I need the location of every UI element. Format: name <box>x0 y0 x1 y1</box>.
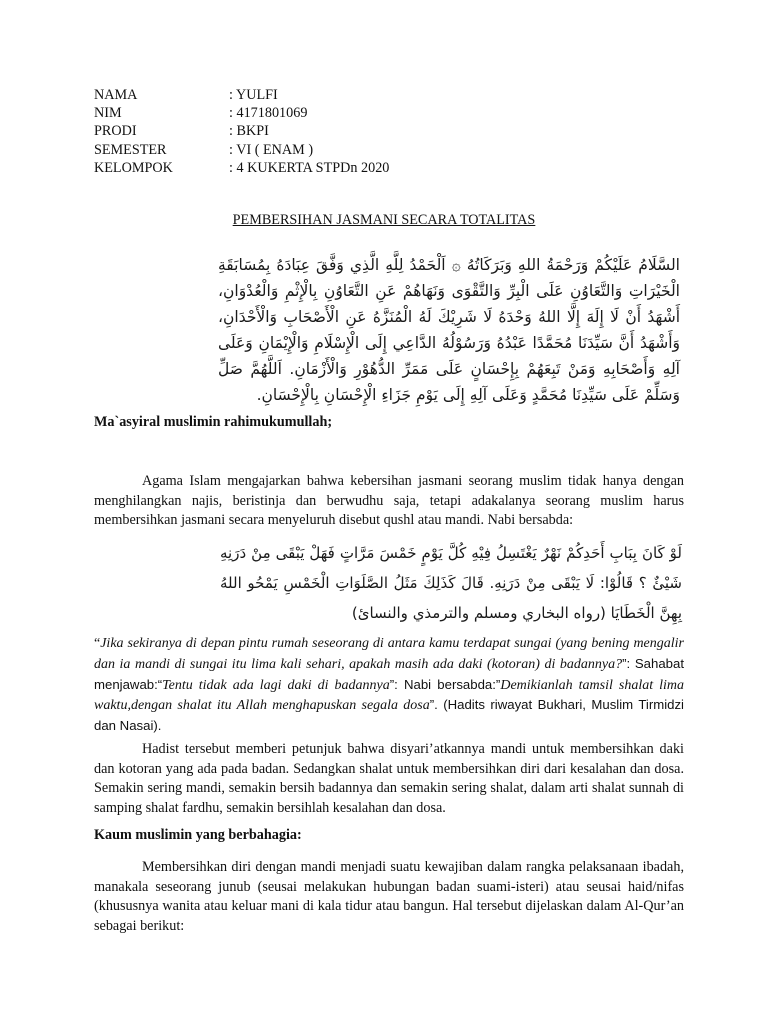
paragraph-3-text: Membersihkan diri dengan mandi menjadi suatu kewajiban dalam rangka pelaksanaan ibadah, manakala seseorang junub (seusai melakukan hubungan badan suami-isteri) atau seusai haid/nifas (khususnya wanita atau keluar mani di kala tidur atau bangun. Hal tersebut dijelaskan dalam Al-Qur’an sebagai berikut: <box>94 859 684 934</box>
arabic-hadith-text: لَوْ كَانَ بِبَابِ أَحَدِكُمْ نَهْرٌ يَغْتَسِلُ فِيْهِ كُلَّ يَوْمٍ خَمْسَ مَرَّاتٍ فَهَلْ يَبْقَى مِنْ دَرَنِهِ شَيْئٌ ؟ قَالُوْا: لَا يَبْقَى مِنْ دَرَنِهِ. قَالَ كَذَلِكَ مَثَلُ الصَّلَوَاتِ الْخَمْسِ يَمْحُو اللهُ بِهِنَّ الْخَطَايَا (رواه البخاري ومسلم والترمذي والنسائ) <box>220 544 682 622</box>
hadith-connector-1: ”: Sahabat menjawab:“ <box>94 655 684 692</box>
identity-block <box>94 86 594 177</box>
hadith-quote-1: Jika sekiranya di depan pintu rumah seseorang di antara kamu terdapat sungai (yang bening mengalir dan ia mandi di sungai itu lima kali sehari, apakah masih ada daki (kotoran) di badannya? <box>94 636 684 672</box>
paragraph-2-text: Hadist tersebut memberi petunjuk bahwa disyari’atkannya mandi untuk membersihkan daki dan kotoran yang ada pada badan. Sedangkan shalat untuk membersihkan diri dari kesalahan dan dosa. Semakin sering mandi, semakin bersih badannya dan semakin sering shalat, dalam arti shalat sunnah di samping shalat fardhu, semakin bersihlah kesalahan dan dosa. <box>94 741 684 816</box>
paragraph-1 <box>94 472 684 531</box>
identity-value: : YULFI <box>229 87 278 103</box>
identity-value: : 4171801069 <box>229 105 308 122</box>
identity-row-prodi <box>94 122 594 140</box>
identity-row-nim <box>94 104 594 122</box>
section-heading-1: Ma`asyiral muslimin rahimukumullah; <box>94 414 333 430</box>
paragraph-3 <box>94 858 684 936</box>
identity-row-nama <box>94 86 594 104</box>
quote-mark: “ <box>94 636 101 651</box>
hadith-quote-2: Tentu tidak ada lagi daki di badannya <box>162 677 390 693</box>
identity-label: KELOMPOK <box>94 159 173 176</box>
paragraph-2 <box>94 740 684 818</box>
hadith-connector-2: ”: Nabi bersabda:” <box>389 676 501 692</box>
identity-row-semester <box>94 141 594 159</box>
identity-label: NIM <box>94 105 122 122</box>
document-title: PEMBERSIHAN JASMANI SECARA TOTALITAS <box>232 212 536 228</box>
hadith-translation <box>94 634 684 737</box>
identity-label: PRODI <box>94 123 137 140</box>
identity-value: : 4 KUKERTA STPDn 2020 <box>229 159 390 176</box>
paragraph-1-text: Agama Islam mengajarkan bahwa kebersihan jasmani seorang muslim tidak hanya dengan menghilangkan najis, beristinja dan berwudhu saja, tetapi adakalanya seorang muslim harus membersihkan jasmani secara menyeluruh disebut qushl atau mandi. Nabi bersabda: <box>94 473 684 529</box>
identity-row-kelompok <box>94 159 594 177</box>
arabic-opening-text: السَّلَامُ عَلَيْكُمْ وَرَحْمَةُ اللهِ وَبَرَكَاتُهُ ۞ اَلْحَمْدُ لِلَّهِ الَّذِي وَفَّقَ عِبَادَهُ بِمُسَابَقَةِ الْخَيْرَاتِ وَالتَّعَاوُنِ عَلَى الْبِرِّ وَالتَّقْوَى وَنَهَاهُمْ عَنِ التَّعَاوُنِ بِالْإِثْمِ وَالْعُدْوَانِ، أَشْهَدُ أَنْ لَا إِلَهَ إِلَّا اللهُ وَحْدَهُ لَا شَرِيْكَ لَهُ الْمُنَزَّهُ عَنِ الْأَصْحَابِ وَالْأَحْدَانِ، وَأَشْهَدُ أَنَّ سَيِّدَنَا مُحَمَّدًا عَبْدُهُ وَرَسُوْلُهُ الدَّاعِي إِلَى الْإِسْلَامِ وَالْإِيْمَانِ وَعَلَى آلِهِ وَأَصْحَابِهِ وَمَنْ تَبِعَهُمْ بِإِحْسَانٍ عَلَى مَمَرِّ الدُّهُوْرِ وَالْأَزْمَانِ. اَللَّهُمَّ صَلِّ وَسَلِّمْ عَلَى سَيِّدِنَا مُحَمَّدٍ وَعَلَى آلِهِ إِلَى يَوْمِ جَزَاءِ الْإِحْسَانِ بِالْإِحْسَانِ. <box>218 256 680 404</box>
hadith-quote-3: Demikianlah tamsil shalat lima waktu,dengan shalat itu Allah menghapuskan segala dosa <box>94 677 684 714</box>
hadith-source: ”. (Hadits riwayat Bukhari, Muslim Tirmidzi dan Nasai). <box>94 697 684 734</box>
identity-label: NAMA <box>94 87 138 103</box>
identity-label: SEMESTER <box>94 141 167 158</box>
identity-value: : VI ( ENAM ) <box>229 141 314 158</box>
identity-value: : BKPI <box>229 123 269 140</box>
section-heading-2: Kaum muslimin yang berbahagia: <box>94 827 302 843</box>
